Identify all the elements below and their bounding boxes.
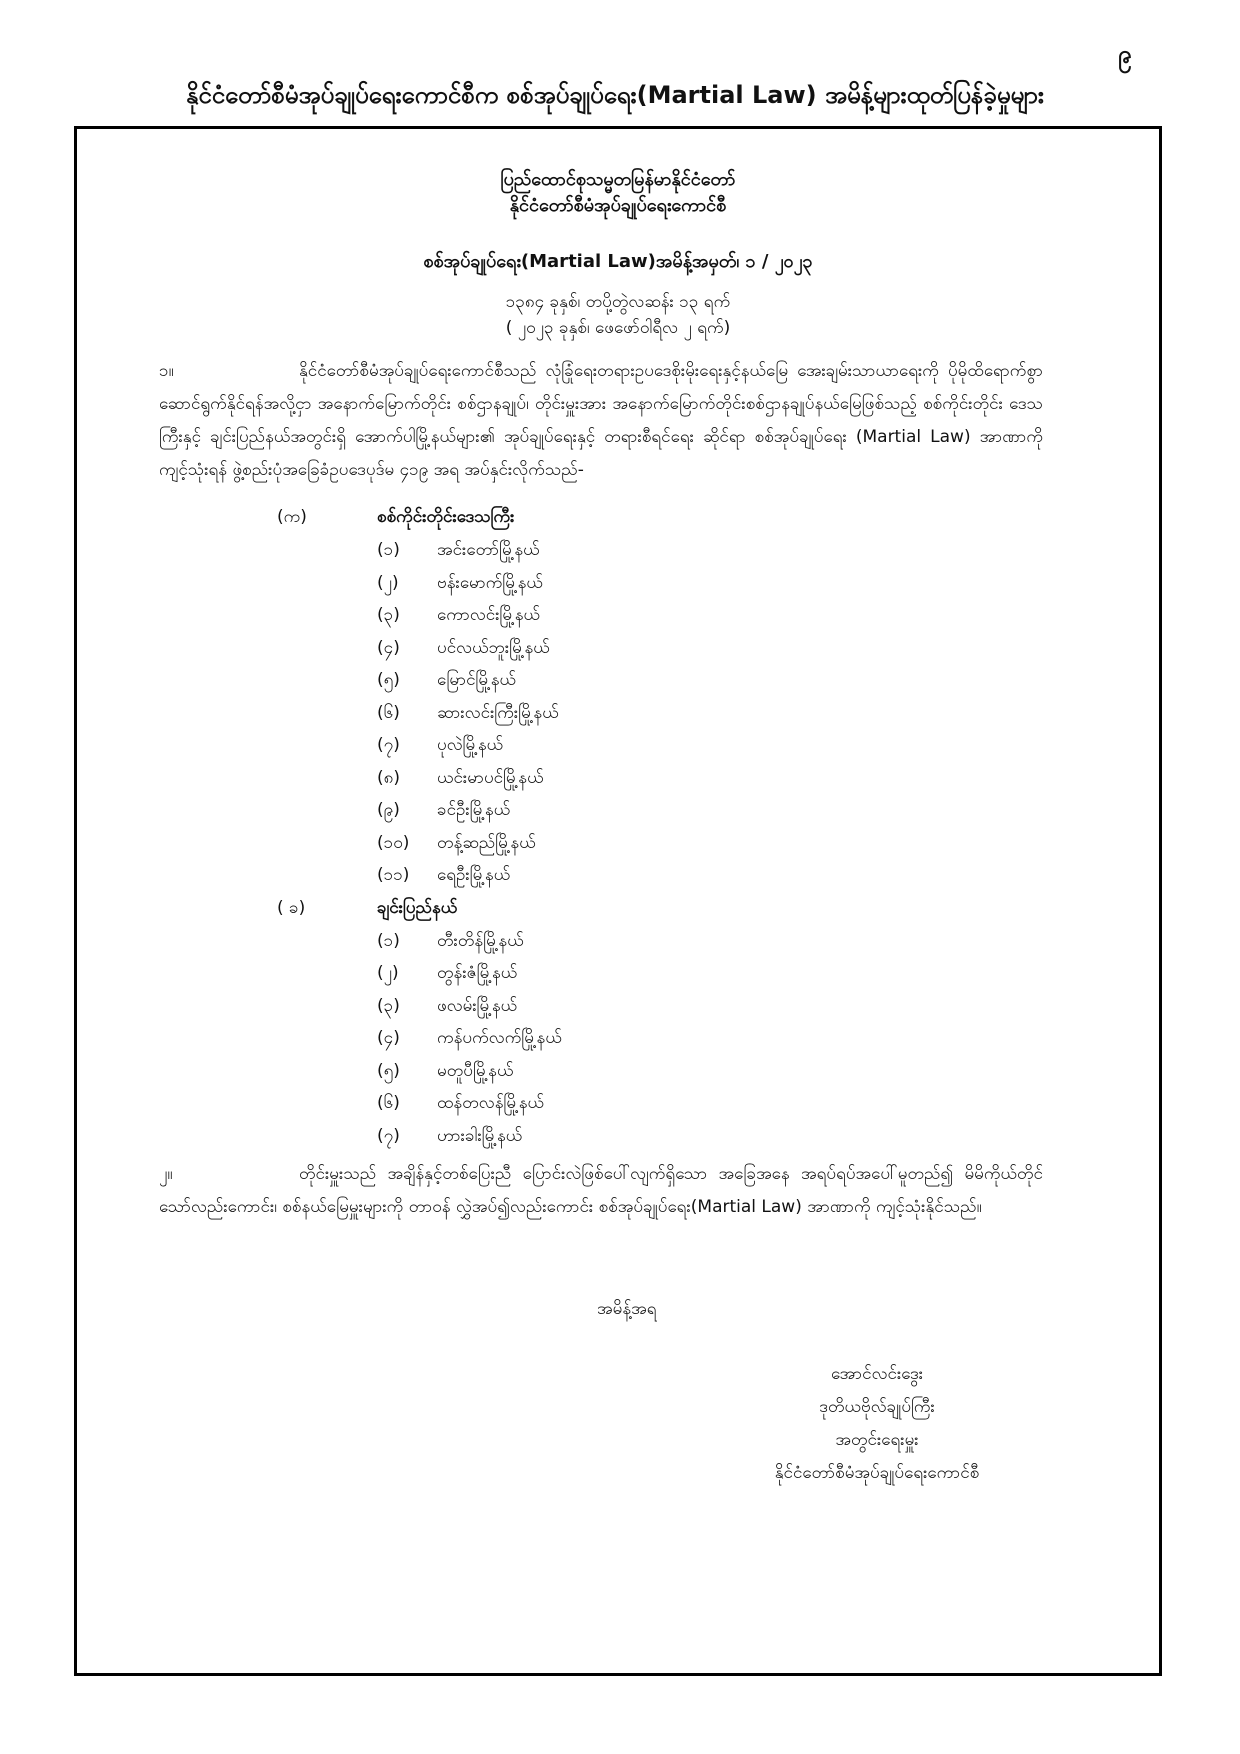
signatory-council: နိုင်ငံတော်စီမံအုပ်ချုပ်ရေးကောင်စီ	[774, 1463, 980, 1483]
item-number: (၄)	[377, 1028, 400, 1048]
page-header-title: နိုင်ငံတော်စီမံအုပ်ချုပ်ရေးကောင်စီက စစ်အုပ်ချုပ်ရေး(Martial Law) အမိန့်များထုတ်ပြန်ခဲ့မှုများ	[185, 81, 1044, 109]
closing-by-order: အမိန့်အရ	[597, 1299, 657, 1319]
council-heading: နိုင်ငံတော်စီမံအုပ်ချုပ်ရေးကောင်စီ	[509, 195, 727, 216]
list-item	[377, 534, 1159, 567]
township-name: ပင်လယ်ဘူးမြို့နယ်	[437, 637, 550, 658]
list-item	[377, 1055, 1159, 1088]
item-number: (၈)	[377, 767, 400, 788]
item-number: (၇)	[377, 1125, 400, 1146]
township-name: ဖလမ်းမြို့နယ်	[437, 995, 518, 1016]
township-name: ကန်ပက်လက်မြို့နယ်	[437, 1028, 562, 1048]
signature-block	[677, 1358, 1077, 1490]
signatory-rank: ဒုတိယဗိုလ်ချုပ်ကြီး	[819, 1397, 935, 1417]
township-name: ကောလင်းမြို့နယ်	[437, 605, 541, 625]
paragraph-1-text: နိုင်ငံတော်စီမံအုပ်ချုပ်ရေးကောင်စီသည် လုံခြုံရေးတရားဥပဒေစိုးမိုးရေးနှင့်နယ်မြေ အေးချမ်းသာယာရေးကို ပိုမိုထိရောက်စွာဆောင်ရွက်နိုင်ရန်အလို့ငှာ အနောက်မြောက်တိုင်း စစ်ဌာနချုပ်၊ တိုင်းမှူးအား အနောက်မြောက်တိုင်းစစ်ဌာနချုပ်နယ်မြေဖြစ်သည့် စစ်ကိုင်းတိုင်း ဒေသကြီးနှင့် ချင်းပြည်နယ်အတွင်းရှိ အောက်ပါမြို့နယ်များ၏ အုပ်ချုပ်ရေးနှင့် တရားစီရင်ရေး ဆိုင်ရာ စစ်အုပ်ချုပ်ရေး (Martial Law) အာဏာကို ကျင့်သုံးရန် ဖွဲ့စည်းပုံအခြေခံဥပဒေပုဒ်မ ၄၁၉ အရ အပ်နှင်းလိုက်သည်-	[159, 361, 1043, 480]
signatory-title: အတွင်းရေးမှူး	[835, 1430, 919, 1450]
township-name: ဗန်းမောက်မြို့နယ်	[437, 572, 543, 593]
section-ka-title: စစ်ကိုင်းတိုင်းဒေသကြီး	[377, 507, 515, 527]
list-item	[377, 632, 1159, 665]
item-number: (၂)	[377, 572, 399, 593]
item-number: (၁)	[377, 930, 400, 951]
township-name: ယင်းမာပင်မြို့နယ်	[437, 767, 544, 788]
list-item	[377, 729, 1159, 762]
list-item	[377, 1087, 1159, 1120]
paragraph-2-text: တိုင်းမှူးသည် အချိန်နှင့်တစ်ပြေးညီ ပြောင်းလဲဖြစ်ပေါ်လျက်ရှိသော အခြေအနေ အရပ်ရပ်အပေါ်မူတည်၍ မိမိကိုယ်တိုင်သော်လည်းကောင်း၊ စစ်နယ်မြေမှူးများကို တာဝန် လွှဲအပ်၍လည်းကောင်း စစ်အုပ်ချုပ်ရေး(Martial Law) အာဏာကို ကျင့်သုံးနိုင်သည်။	[159, 1164, 1043, 1217]
list-item	[377, 697, 1159, 730]
paragraph-2	[159, 1158, 1043, 1224]
paragraph-2-number: ၂။	[159, 1164, 173, 1184]
township-name: ပုလဲမြို့နယ်	[437, 735, 504, 755]
township-name: ခင်ဦးမြို့နယ်	[437, 800, 511, 820]
list-item	[377, 762, 1159, 795]
item-number: (၂)	[377, 963, 399, 983]
township-name: တွန်းဇံမြို့နယ်	[437, 963, 518, 983]
list-item	[377, 859, 1159, 892]
township-name: အင်းတော်မြို့နယ်	[437, 540, 540, 560]
item-number: (၅)	[377, 670, 400, 690]
item-number: (၅)	[377, 1060, 400, 1081]
township-name: ဆားလင်းကြီးမြို့နယ်	[437, 702, 559, 723]
document-frame	[74, 126, 1162, 1676]
item-number: (၆)	[377, 1093, 400, 1113]
list-item	[377, 794, 1159, 827]
order-title: စစ်အုပ်ချုပ်ရေး(Martial Law)အမိန့်အမှတ်၊ ၁ / ၂၀၂၃	[423, 251, 813, 272]
item-number: (၄)	[377, 637, 400, 658]
section-ka-letter: (က)	[277, 507, 307, 527]
page-number: ၉	[1118, 40, 1132, 68]
date-gregorian: ( ၂၀၂၃ ခုနှစ်၊ ဖေဖော်ဝါရီလ ၂ ရက်)	[505, 318, 731, 338]
township-name: တီးတိန်မြို့နယ်	[437, 930, 524, 951]
list-item	[377, 1022, 1159, 1055]
paragraph-1-number: ၁။	[159, 361, 174, 381]
list-item	[377, 957, 1159, 990]
item-number: (၆)	[377, 702, 400, 723]
list-item	[377, 599, 1159, 632]
section-kha-letter: ( ခ)	[277, 897, 306, 918]
section-kha-heading	[277, 892, 1159, 925]
township-name: မတူပီမြို့နယ်	[437, 1060, 514, 1081]
item-number: (၉)	[377, 800, 400, 820]
township-name: မြောင်မြို့နယ်	[437, 670, 517, 690]
township-name: ရေဦးမြို့နယ်	[437, 865, 511, 885]
list-item	[377, 664, 1159, 697]
list-item	[377, 925, 1159, 958]
township-name: ထန်တလန်မြို့နယ်	[437, 1093, 545, 1113]
date-myanmar: ၁၃၈၄ ခုနှစ်၊ တပို့တွဲလဆန်း ၁၃ ရက်	[505, 292, 731, 312]
signatory-name: အောင်လင်းဒွေး	[830, 1364, 924, 1384]
item-number: (၁၁)	[377, 865, 410, 885]
item-number: (၁)	[377, 540, 400, 560]
list-item	[377, 1120, 1159, 1153]
township-name: ဟားခါးမြို့နယ်	[437, 1125, 523, 1146]
item-number: (၇)	[377, 735, 400, 755]
list-item	[377, 827, 1159, 860]
section-ka-heading	[277, 501, 1159, 534]
list-item	[377, 990, 1159, 1023]
township-name: တန့်ဆည်မြို့နယ်	[437, 832, 536, 853]
item-number: (၃)	[377, 995, 400, 1016]
item-number: (၃)	[377, 605, 400, 625]
item-number: (၁၀)	[377, 832, 410, 853]
list-item	[377, 567, 1159, 600]
government-heading: ပြည်ထောင်စုသမ္မတမြန်မာနိုင်ငံတော်	[500, 169, 736, 190]
paragraph-1	[159, 355, 1043, 487]
section-kha-title: ချင်းပြည်နယ်	[377, 897, 458, 918]
